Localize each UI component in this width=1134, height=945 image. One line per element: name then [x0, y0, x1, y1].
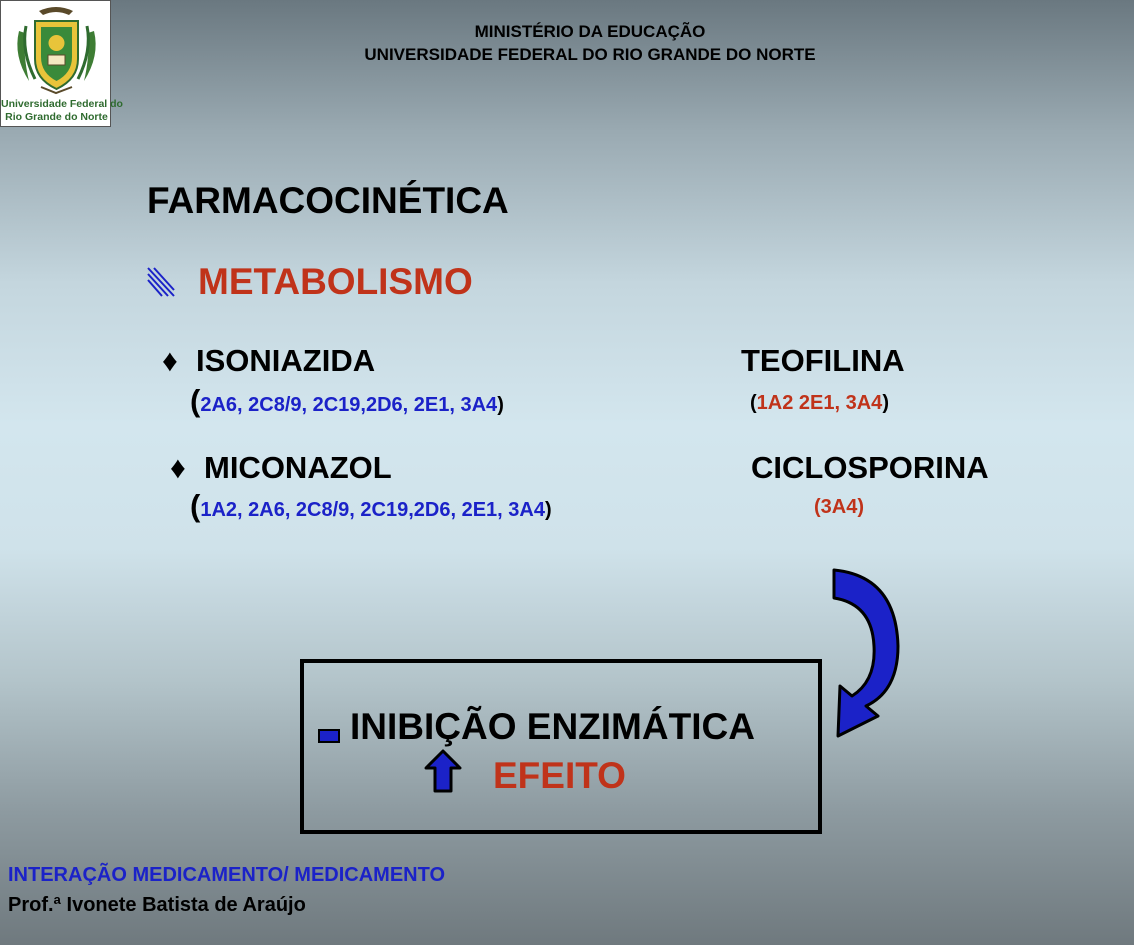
drug-name-miconazol: MICONAZOL	[204, 450, 392, 485]
diamond-bullet-icon: ♦	[170, 450, 186, 485]
cyp-values: 3A4	[820, 496, 858, 518]
header-ministry: MINISTÉRIO DA EDUCAÇÃO	[474, 22, 706, 41]
paren-close: )	[857, 496, 865, 518]
minus-icon	[318, 729, 340, 743]
cyp-list-ciclosporina	[814, 496, 864, 519]
university-logo	[0, 0, 123, 127]
result-inibicao: INIBIÇÃO ENZIMÁTICA	[350, 706, 755, 747]
footer-author: Prof.ª Ivonete Batista de Araújo	[8, 894, 306, 916]
footer-topic: INTERAÇÃO MEDICAMENTO/ MEDICAMENTO	[8, 864, 446, 886]
cyp-values: 1A2 2E1, 3A4	[756, 392, 883, 414]
logo-text-line2: Rio Grande do Norte	[5, 111, 108, 123]
drug-name-ciclosporina: CICLOSPORINA	[751, 450, 989, 485]
university-crest-icon	[1, 1, 112, 96]
cyp-list-isoniazida	[190, 383, 504, 419]
paren-close: )	[882, 392, 889, 414]
cyp-list-teofilina	[750, 392, 889, 415]
cyp-values: 2A6, 2C8/9, 2C19,2D6, 2E1, 3A4	[200, 394, 498, 416]
paren-open: (	[190, 488, 201, 523]
diagonal-lines-icon	[146, 266, 176, 298]
logo-text-line1: Universidade Federal do	[1, 98, 123, 110]
cyp-list-miconazol	[190, 488, 552, 524]
diamond-bullet-icon: ♦	[162, 343, 178, 378]
paren-open: (	[814, 496, 821, 518]
drug-name-teofilina: TEOFILINA	[741, 343, 905, 378]
section-heading-metabolismo: METABOLISMO	[198, 261, 473, 302]
cyp-values: 1A2, 2A6, 2C8/9, 2C19,2D6, 2E1, 3A4	[200, 499, 545, 521]
header-university: UNIVERSIDADE FEDERAL DO RIO GRANDE DO NORTE	[364, 45, 816, 64]
paren-close: )	[497, 394, 504, 416]
paren-open: (	[750, 392, 757, 414]
paren-open: (	[190, 383, 201, 418]
paren-close: )	[544, 499, 552, 521]
page-title: FARMACOCINÉTICA	[147, 180, 509, 221]
drug-name-isoniazida: ISONIAZIDA	[196, 343, 376, 378]
up-arrow-icon	[423, 748, 463, 794]
curved-arrow-icon	[826, 566, 906, 746]
result-efeito: EFEITO	[493, 755, 626, 796]
